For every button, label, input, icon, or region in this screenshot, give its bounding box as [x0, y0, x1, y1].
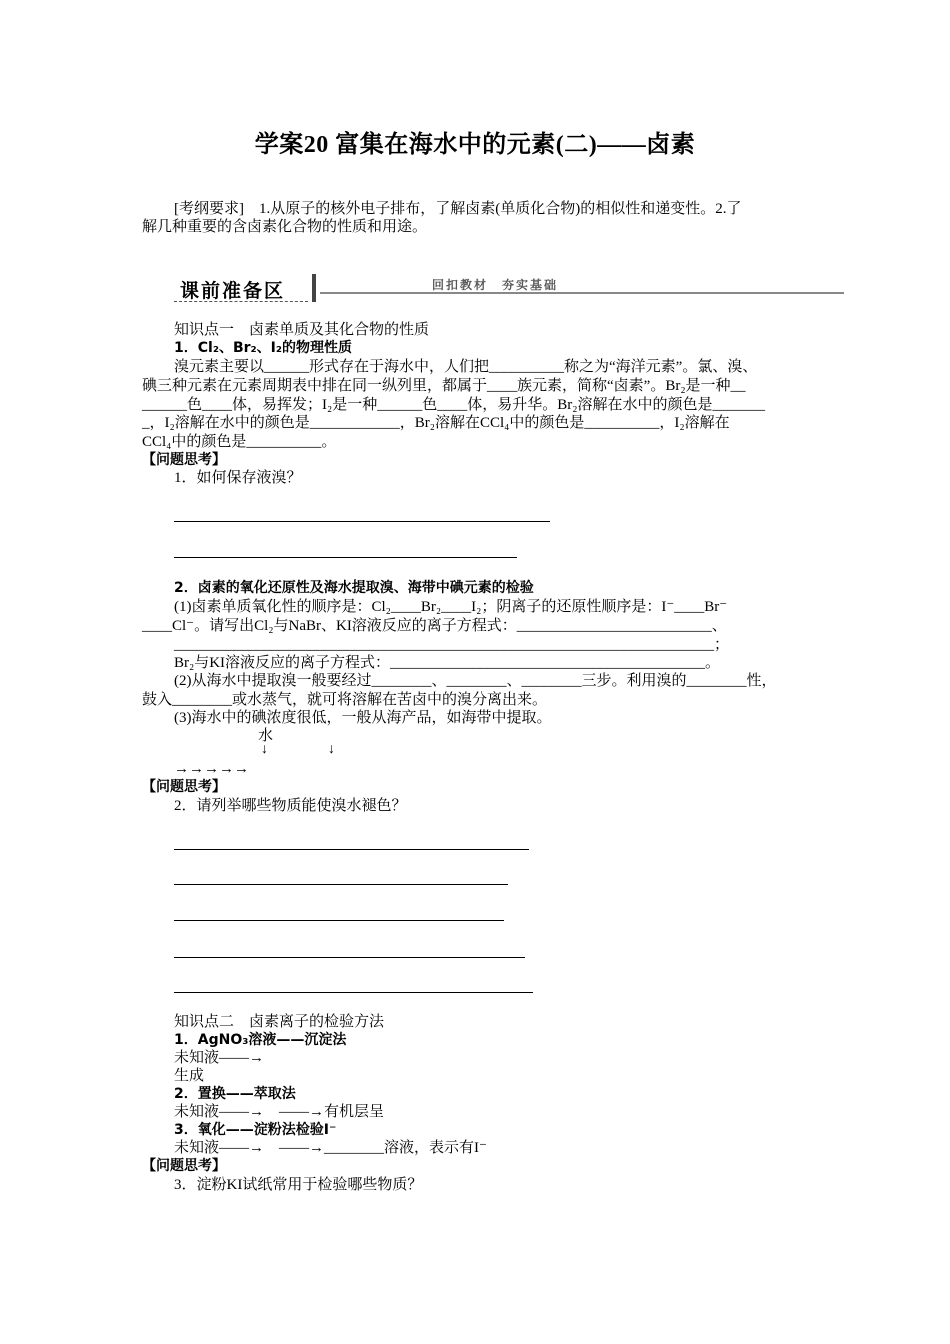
- answer-line: [174, 849, 529, 850]
- method-2-line: 未知液——→ ——→有机层呈: [174, 1104, 385, 1120]
- method-1-line: 生成: [174, 1068, 205, 1084]
- paragraph-line: ________________________________________________________________________；: [174, 637, 730, 653]
- flow-label-water: 水: [258, 728, 274, 744]
- answer-line: [174, 957, 525, 958]
- paragraph-line: ______色____体，易挥发；I₂是一种______色____体，易升华。Br₂溶解在水中的颜色是_______: [142, 397, 765, 413]
- flow-arrows: →→→→→: [174, 761, 249, 777]
- answer-line: [174, 920, 504, 921]
- subsection-2-title: 2．卤素的氧化还原性及海水提取溴、海带中碘元素的检验: [174, 580, 534, 596]
- page-title: 学案20 富集在海水中的元素(二)——卤素: [254, 132, 696, 158]
- banner-rule: [320, 292, 844, 294]
- paragraph-line: 溴元素主要以______形式存在于海水中，人们把__________称之为“海洋元素”。氯、溴、: [174, 359, 758, 375]
- section-banner: [174, 272, 844, 304]
- method-1-title: 1．AgNO₃溶液——沉淀法: [174, 1032, 347, 1048]
- banner-box: [174, 274, 310, 300]
- paragraph-line: 鼓入________或水蒸气，就可将溶解在苦卤中的溴分离出来。: [142, 692, 548, 708]
- paragraph-line: Br₂与KI溶液反应的离子方程式：__________________________________________。: [174, 655, 721, 671]
- answer-line: [174, 992, 533, 993]
- down-arrow-icon: ↓: [328, 742, 335, 757]
- method-1-line: 未知液——→: [174, 1050, 265, 1066]
- paragraph-line: _，I₂溶解在水中的颜色是____________，Br₂溶解在CCl₄中的颜色是__________，I₂溶解在: [142, 415, 730, 431]
- paragraph-line: ____Cl⁻。请写出Cl₂与NaBr、KI溶液反应的离子方程式：__________________________、: [142, 618, 727, 634]
- answer-line: [174, 884, 508, 885]
- question-heading: 【问题思考】: [142, 1158, 226, 1174]
- paragraph-line: (2)从海水中提取溴一般要经过________、________、________三步。利用溴的________性，: [174, 673, 777, 689]
- paragraph-line: (1)卤素单质氧化性的顺序是：Cl₂____Br₂____I₂；阴离子的还原性顺序是：I⁻____Br⁻: [174, 599, 728, 615]
- banner-title: 课前准备区: [180, 280, 286, 302]
- banner-subtitle: 回扣教材 夯实基础: [432, 278, 559, 292]
- method-2-title: 2．置换——萃取法: [174, 1086, 296, 1102]
- question-3: 3．淀粉KI试纸常用于检验哪些物质？: [174, 1177, 423, 1193]
- down-arrow-icon: ↓: [261, 742, 268, 757]
- subsection-1-title: 1．Cl₂、Br₂、I₂的物理性质: [174, 340, 352, 356]
- question-1: 1．如何保存液溴？: [174, 470, 302, 486]
- question-heading: 【问题思考】: [142, 779, 226, 795]
- paragraph-line: 碘三种元素在元素周期表中排在同一纵列里，都属于____族元素，简称“卤素”。Br₂是一种__: [142, 378, 746, 394]
- question-heading: 【问题思考】: [142, 452, 226, 468]
- answer-line: [174, 557, 517, 558]
- question-2: 2．请列举哪些物质能使溴水褪色？: [174, 798, 407, 814]
- knowledge-point-1-heading: 知识点一 卤素单质及其化合物的性质: [174, 322, 430, 338]
- banner-divider: [312, 274, 316, 302]
- method-3-line: 未知液——→ ——→________溶液，表示有I⁻: [174, 1140, 487, 1156]
- answer-line: [174, 521, 550, 522]
- requirement-line-1: [考纲要求] 1.从原子的核外电子排布，了解卤素(单质化合物)的相似性和递变性。2.了: [174, 201, 742, 217]
- banner-dashed-underline: [174, 301, 308, 302]
- knowledge-point-2-heading: 知识点二 卤素离子的检验方法: [174, 1014, 385, 1030]
- paragraph-line: (3)海水中的碘浓度很低，一般从海产品，如海带中提取。: [174, 710, 552, 726]
- method-3-title: 3．氧化——淀粉法检验I⁻: [174, 1122, 337, 1138]
- paragraph-line: CCl₄中的颜色是__________。: [142, 434, 337, 450]
- requirement-line-2: 解几种重要的含卤素化合物的性质和用途。: [142, 219, 428, 235]
